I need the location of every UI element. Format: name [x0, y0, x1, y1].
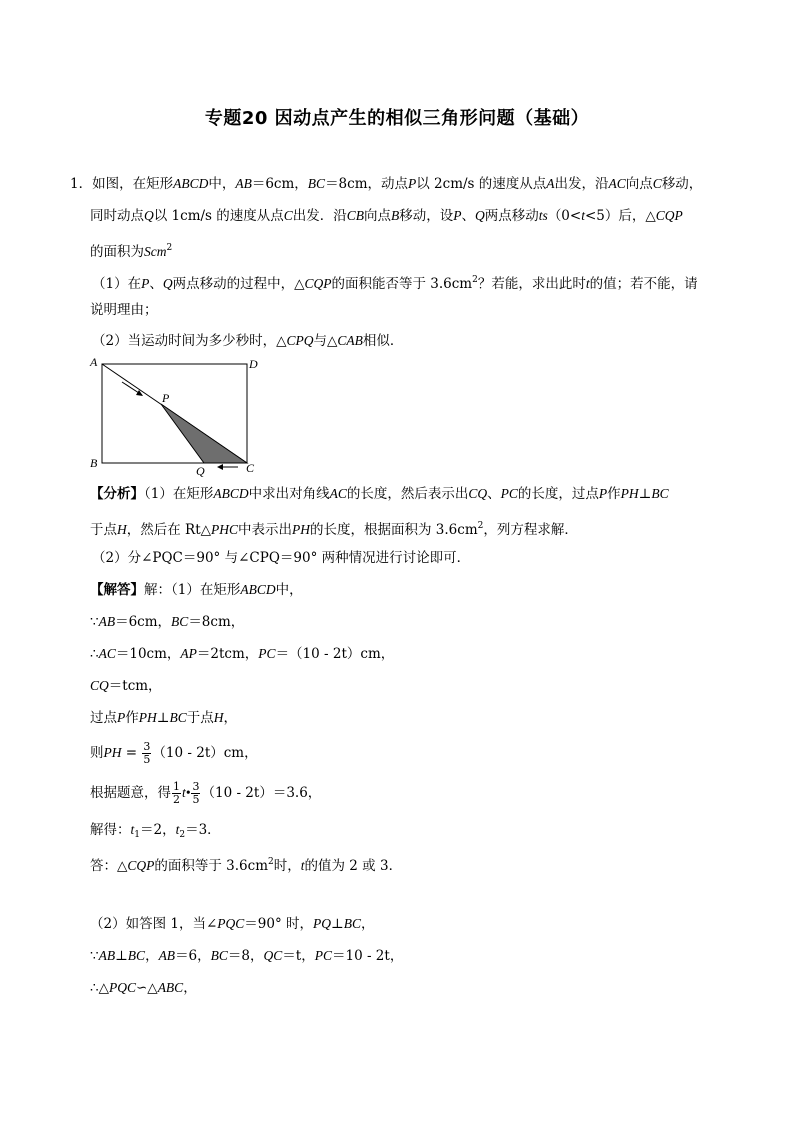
solution-line-7: [90, 778, 321, 808]
text: ，: [183, 980, 197, 996]
part2-line-1: [90, 914, 374, 934]
var: B: [391, 208, 400, 223]
var: PHC: [211, 522, 239, 537]
var: Scm: [144, 244, 167, 259]
text: 的值为 2 或 3．: [304, 858, 403, 874]
text: 时，: [273, 858, 301, 874]
var: QC: [263, 948, 283, 963]
text: 出发．沿: [292, 208, 347, 224]
var: AC: [98, 646, 116, 661]
subscript: 2: [179, 830, 186, 840]
text: ⊥: [156, 710, 170, 726]
text: 中求出对角线: [248, 486, 330, 502]
var: t: [130, 822, 135, 837]
text: 中表示出: [238, 522, 293, 538]
solution-line-4: [90, 676, 162, 696]
text: 向点: [625, 176, 653, 192]
var: t: [300, 858, 305, 873]
var: AC: [608, 176, 626, 191]
text: 以 2cm/s 的速度从点: [416, 176, 547, 192]
text: （2）如答图 1，当∠: [90, 916, 218, 932]
var: CQP: [304, 276, 332, 291]
solution-line-8: [90, 820, 221, 845]
text: ＝10cm，: [115, 646, 181, 662]
text: ＝6cm，: [251, 176, 308, 192]
superscript: 2: [268, 857, 274, 867]
text: （1）在: [92, 276, 142, 292]
text: 的值；若不能，请: [589, 276, 698, 292]
var: PH: [103, 745, 122, 760]
var: t•: [182, 785, 191, 800]
var: BC: [343, 916, 361, 931]
var: P: [453, 208, 462, 223]
text: 两点移动的过程中，△: [172, 276, 305, 292]
label-p: P: [162, 391, 170, 405]
var: CAB: [337, 333, 363, 348]
var: PQC: [108, 980, 136, 995]
fraction-3-5: [191, 781, 200, 806]
text: 、: [149, 276, 163, 292]
rectangle-figure: [86, 354, 266, 478]
superscript: 2: [472, 275, 478, 285]
label-b: B: [90, 456, 98, 470]
superscript: 2: [166, 243, 173, 253]
question-1-line-1: [92, 270, 698, 294]
text: 答：△: [90, 858, 128, 874]
text: 则: [90, 745, 104, 761]
solution-line-5: [90, 708, 237, 728]
text: ∵: [90, 948, 99, 964]
text: 的面积为: [90, 244, 144, 260]
text: ⊥: [115, 948, 128, 964]
text: ⊥: [638, 486, 652, 502]
fraction-3-5: [142, 741, 151, 766]
text: 过点: [90, 710, 117, 726]
text: ＝tcm，: [108, 678, 162, 694]
var: CB: [346, 208, 365, 223]
text: 同时动点: [90, 208, 144, 224]
part2-line-3: [90, 978, 197, 998]
text: ＝8cm，: [188, 614, 245, 630]
var: H: [213, 710, 224, 725]
text: ，: [360, 916, 375, 932]
text: 中，: [275, 582, 303, 598]
text: 移动，设: [399, 208, 454, 224]
var: t: [581, 208, 585, 223]
text: 移动，: [661, 176, 703, 192]
var: AB: [98, 948, 116, 963]
solution-line-9: [90, 852, 402, 876]
var: H: [117, 522, 127, 537]
label-c: C: [246, 461, 255, 475]
text: ＝6，: [175, 948, 211, 964]
text: ⊥: [331, 916, 344, 932]
var: BC: [171, 614, 189, 629]
page-title: 专题20 因动点产生的相似三角形问题（基础）: [204, 108, 590, 129]
text: =: [121, 745, 142, 761]
text: （10 - 2t）cm，: [152, 745, 258, 761]
var: PH: [138, 710, 157, 725]
question-1-line-2: 说明理由；: [90, 302, 158, 318]
analysis-tag: 【分析】: [90, 486, 144, 502]
var: Q: [144, 208, 154, 223]
problem-line-1: [70, 174, 702, 194]
text: 、: [461, 208, 476, 224]
var: P: [408, 176, 417, 191]
text: 作: [125, 710, 139, 726]
text: ＝8cm，动点: [325, 176, 409, 192]
part2-line-2: [90, 946, 403, 966]
superscript: 2: [477, 521, 484, 531]
var: Q: [475, 208, 485, 223]
var: PC: [500, 486, 518, 501]
text: 出发，沿: [554, 176, 609, 192]
text: ＝t，: [282, 948, 315, 964]
arrow-q-head: [217, 464, 223, 470]
text: 的长度，根据面积为 3.6cm: [310, 522, 478, 538]
text: 以 1cm/s 的速度从点: [153, 208, 284, 224]
text: ＝6cm，: [115, 614, 172, 630]
var: AB: [158, 948, 176, 963]
var: BC: [127, 948, 146, 963]
text: ，: [223, 710, 237, 726]
var: CQ: [90, 678, 109, 693]
var: AC: [329, 486, 347, 501]
analysis-line-3: （2）分∠PQC＝90° 与∠CPQ＝90° 两种情况进行讨论即可．: [92, 550, 471, 566]
text: ∴: [90, 646, 99, 662]
var: BC: [210, 948, 228, 963]
denominator: 2: [173, 793, 180, 806]
var: PC: [314, 948, 332, 963]
var: AB: [235, 176, 252, 191]
text: 作: [607, 486, 621, 502]
var: BC: [307, 176, 326, 191]
solution-line-6: [90, 738, 258, 768]
var: BC: [169, 710, 187, 725]
text: （10 - 2t）＝3.6，: [201, 785, 322, 801]
text: 相似．: [362, 333, 404, 349]
text: 与△: [313, 333, 338, 349]
var: CQP: [127, 858, 155, 873]
text: ＝（10 - 2t）cm，: [275, 646, 395, 662]
solution-line-3: [90, 644, 394, 664]
var: A: [546, 176, 555, 191]
triangle-cqp: [161, 404, 247, 463]
numerator: 1: [173, 780, 180, 793]
solution-tag: 【解答】: [90, 582, 144, 598]
solution-line-1: [90, 580, 303, 600]
text: ＝10 - 2t，: [331, 948, 404, 964]
text: （0<: [547, 208, 582, 224]
label-a: A: [90, 355, 98, 369]
text: <5）后，△: [584, 208, 656, 224]
text: ＝3．: [185, 822, 221, 838]
label-q: Q: [196, 464, 205, 478]
var: ts: [538, 208, 548, 223]
numerator: 3: [143, 740, 151, 753]
var: CPQ: [286, 333, 314, 348]
var: PC: [258, 646, 276, 661]
var: CQP: [655, 208, 683, 223]
text: 的面积等于 3.6cm: [154, 858, 269, 874]
text: 向点: [364, 208, 392, 224]
analysis-line-1: [90, 484, 669, 504]
denominator: 5: [143, 753, 151, 766]
text: ＝8，: [227, 948, 264, 964]
var: ABCD: [213, 486, 249, 501]
var: PH: [620, 486, 639, 501]
var: PH: [292, 522, 311, 537]
text: 中，: [208, 176, 236, 192]
numerator: 3: [192, 780, 200, 793]
var: PQ: [313, 916, 332, 931]
subscript: 1: [134, 830, 140, 840]
text: 的长度，然后表示出: [346, 486, 469, 502]
var: AP: [180, 646, 197, 661]
text: 于点: [186, 710, 214, 726]
text: ＝2，: [140, 822, 176, 838]
var: t: [175, 822, 180, 837]
text: 解得：: [90, 822, 131, 838]
text: 解：（1）在矩形: [144, 582, 241, 598]
var: C: [652, 176, 662, 191]
var: BC: [651, 486, 669, 501]
text: ∽: [135, 980, 148, 996]
text: ∵: [90, 614, 99, 630]
text: （2）当运动时间为多少秒时，△: [92, 333, 287, 349]
text: 的长度，过点: [517, 486, 599, 502]
fraction-1-2: [172, 781, 181, 806]
problem-number: 1．: [70, 176, 93, 192]
analysis-line-2: [90, 516, 578, 540]
text: （1）在矩形: [144, 486, 214, 502]
text: ？若能，求出此时: [477, 276, 586, 292]
question-2: [92, 331, 403, 351]
var: P: [141, 276, 150, 291]
var: ABCD: [240, 582, 276, 597]
var: C: [283, 208, 293, 223]
text: 根据题意，得: [90, 785, 171, 801]
var: P: [598, 486, 608, 501]
text: ＝90° 时，: [244, 916, 314, 932]
problem-line-2: [90, 206, 683, 226]
problem-line-3: [90, 238, 172, 262]
var: Q: [162, 276, 173, 291]
var: t: [585, 276, 590, 291]
solution-line-2: [90, 612, 244, 632]
var: ABC: [157, 980, 184, 995]
var: AB: [98, 614, 116, 629]
denominator: 5: [192, 793, 200, 806]
text: 的面积能否等于 3.6cm: [331, 276, 473, 292]
label-d: D: [249, 357, 258, 371]
text: 两点移动: [484, 208, 539, 224]
text: 、: [487, 486, 501, 502]
text: ＝2tcm，: [196, 646, 259, 662]
var: P: [117, 710, 126, 725]
text: 如图，在矩形: [92, 176, 174, 192]
var: PQC: [217, 916, 245, 931]
var: ABCD: [173, 176, 209, 191]
var: CQ: [468, 486, 488, 501]
text: 于点: [90, 522, 117, 538]
text: ∴△: [90, 980, 109, 996]
text: △: [147, 980, 158, 996]
text: ，列方程求解．: [483, 522, 578, 538]
text: ，然后在 Rt△: [126, 522, 212, 538]
text: ，: [145, 948, 159, 964]
